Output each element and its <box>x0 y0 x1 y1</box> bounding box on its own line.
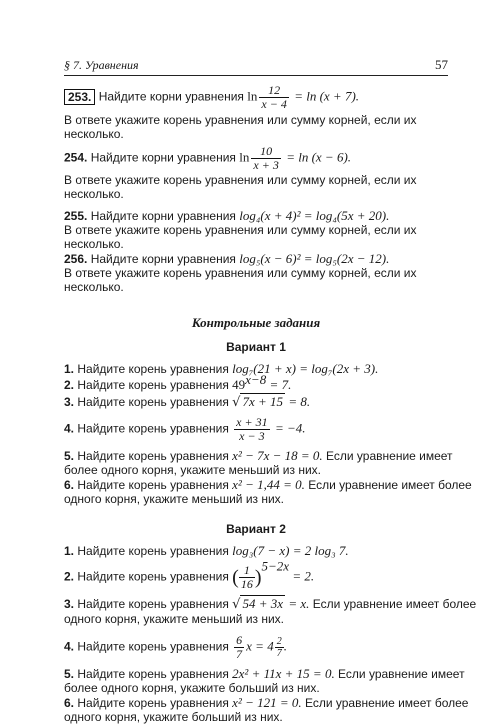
exercise-number: 256. <box>64 252 88 266</box>
task-number: 2. <box>64 569 75 584</box>
fraction-denominator: x − 4 <box>261 97 287 111</box>
sqrt-icon: √ <box>232 597 241 612</box>
fraction-denominator: 7 <box>276 648 282 659</box>
task-number: 2. <box>64 378 75 392</box>
variant-1-title: Вариант 1 <box>226 340 286 354</box>
exercise-note: В ответе укажите корень уравнения или сумму корней, если их несколько. <box>64 266 417 294</box>
ln-symbol: ln <box>247 88 258 104</box>
exercise-text: Найдите корни уравнения <box>90 209 236 223</box>
task-number: 5. <box>64 667 75 681</box>
exercise-256-statement <box>64 252 448 266</box>
exercise-number: 255. <box>64 209 88 223</box>
equation-rhs: = 2. <box>292 568 315 584</box>
power-exponent: 5−2x <box>261 558 290 574</box>
task-1 <box>64 544 448 558</box>
fraction-denominator: x + 3 <box>253 158 279 172</box>
equation: 2x² + 11x + 15 = 0. <box>232 666 335 681</box>
task-text: Найдите корень уравнения <box>77 449 229 463</box>
equation: log₇(21 + x) = log₇(2x + 3). <box>232 361 379 376</box>
task-tail: Если уравнение имеет более <box>308 478 472 492</box>
radicand: 7x + 15 <box>242 394 283 409</box>
control-tasks-heading: Контрольные задания <box>191 315 321 330</box>
fraction-numerator: 1 <box>239 564 255 578</box>
fraction <box>239 564 255 591</box>
task-6-line-2: одного корня, укажите меньший из них. <box>64 492 285 506</box>
task-text: Найдите корень уравнения <box>77 362 229 376</box>
fraction-numerator: 2 <box>276 636 282 647</box>
equation-rhs: = −4. <box>274 420 306 436</box>
exercise-253-statement <box>64 84 448 111</box>
task-text: Найдите корень уравнения <box>77 378 229 392</box>
sqrt-icon: √ <box>232 395 241 410</box>
task-text: Найдите корень уравнения <box>77 478 229 492</box>
variant-2-title: Вариант 2 <box>226 522 286 536</box>
equation-end: . <box>283 638 287 654</box>
ln-symbol: ln <box>239 149 250 165</box>
task-text: Найдите корень уравнения <box>77 639 229 654</box>
exercise-number: 254. <box>64 150 88 165</box>
exercise-text: Найдите корни уравнения <box>90 252 236 266</box>
exercise-256 <box>64 252 448 294</box>
exercise-254-statement <box>64 145 448 172</box>
left-paren: ( <box>232 566 239 589</box>
task-tail: Если уравнение имеет <box>326 449 453 463</box>
task-text: Найдите корень уравнения <box>77 569 229 584</box>
task-3 <box>64 395 448 410</box>
fraction-numerator: 6 <box>236 633 243 647</box>
task-4 <box>64 416 448 443</box>
task-number: 4. <box>64 639 75 654</box>
task-text: Найдите корень уравнения <box>77 667 229 681</box>
task-text: Найдите корень уравнения <box>77 597 229 611</box>
task-5-line-2: более одного корня, укажите больший из них. <box>64 681 320 695</box>
task-5 <box>64 666 465 695</box>
task-number: 1. <box>64 362 75 376</box>
radicand: 54 + 3x <box>242 596 283 611</box>
equation-rhs: = 8. <box>288 394 311 409</box>
fraction <box>251 145 280 172</box>
equation-rhs: = ln (x + 7). <box>294 88 360 104</box>
fraction-denominator: x − 3 <box>239 429 265 443</box>
exercise-254 <box>64 145 448 201</box>
exercise-255 <box>64 209 448 251</box>
task-number: 5. <box>64 449 75 463</box>
task-4 <box>64 634 448 661</box>
exercise-255-statement <box>64 209 448 223</box>
fraction-numerator: 10 <box>251 145 280 159</box>
exercise-note: В ответе укажите корень уравнения или сумму корней, если их несколько. <box>64 173 417 201</box>
task-6-line-1 <box>64 477 472 492</box>
equation: x² − 121 = 0. <box>232 695 302 710</box>
task-6-line-2: одного корня, укажите больший из них. <box>64 710 283 724</box>
equation-rhs: = x. <box>288 596 310 611</box>
task-6 <box>64 477 472 506</box>
variant-2-tasks <box>64 543 477 724</box>
page-number: 57 <box>435 57 448 72</box>
task-2 <box>64 558 448 591</box>
equation: x² − 1,44 = 0. <box>232 477 305 492</box>
task-number: 6. <box>64 696 75 710</box>
task-2 <box>64 372 448 392</box>
task-text: Найдите корень уравнения <box>77 696 229 710</box>
right-paren: ) <box>254 566 262 589</box>
task-number: 6. <box>64 478 75 492</box>
exercise-253 <box>64 84 448 141</box>
task-6 <box>64 695 469 724</box>
fraction-denominator: 7 <box>236 647 243 661</box>
task-6-line-1 <box>64 695 469 710</box>
equation-rhs: = 7. <box>269 377 292 392</box>
fraction <box>234 634 244 661</box>
power-base: 49 <box>232 377 246 392</box>
fraction-numerator: 12 <box>259 84 288 98</box>
exercise-note: В ответе укажите корень уравнения или сумму корней, если их несколько. <box>64 223 417 251</box>
task-3 <box>64 596 477 626</box>
exercise-text: Найдите корни уравнения <box>90 150 236 165</box>
task-text: Найдите корень уравнения <box>77 544 229 558</box>
task-5-line-1 <box>64 448 453 463</box>
fraction <box>234 416 269 443</box>
power-exponent: x−8 <box>245 372 267 387</box>
variant-1-tasks <box>64 361 472 506</box>
fraction-denominator: 16 <box>240 577 253 591</box>
task-text: Найдите корень уравнения <box>77 421 229 436</box>
fraction <box>259 84 288 111</box>
fraction-numerator: x + 31 <box>236 415 268 429</box>
equation-middle: x = 4 <box>246 638 274 654</box>
task-tail: Если уравнение имеет <box>338 667 465 681</box>
equation: log₅(x − 6)² = log₅(2x − 12). <box>239 251 390 266</box>
task-text: Найдите корень уравнения <box>77 395 229 409</box>
equation: log₄(x + 4)² = log₄(5x + 20). <box>239 208 390 223</box>
task-tail: Если уравнение имеет более <box>304 696 469 710</box>
section-title: § 7. Уравнения <box>64 58 139 72</box>
exercise-number: 253. <box>64 89 95 105</box>
task-3-line-2: одного корня, укажите меньший из них. <box>64 612 285 626</box>
equation: log₃(7 − x) = 2 log₃ 7. <box>232 543 349 558</box>
task-number: 1. <box>64 544 75 558</box>
equation-rhs: = ln (x − 6). <box>286 149 352 165</box>
page-content <box>64 82 477 724</box>
task-5 <box>64 448 453 477</box>
exercise-note: В ответе укажите корень уравнения или сумму корней, если их несколько. <box>64 113 417 141</box>
task-tail: Если уравнение имеет более <box>312 597 477 611</box>
equation: x² − 7x − 18 = 0. <box>232 448 323 463</box>
task-number: 3. <box>64 597 75 611</box>
task-3-line-1 <box>64 596 477 612</box>
mixed-fraction <box>275 636 284 659</box>
exercise-text: Найдите корни уравнения <box>98 89 244 104</box>
task-5-line-1 <box>64 666 465 681</box>
task-number: 3. <box>64 395 75 409</box>
task-number: 4. <box>64 421 75 436</box>
task-5-line-2: более одного корня, укажите меньший из них. <box>64 463 321 477</box>
running-header <box>64 58 448 76</box>
